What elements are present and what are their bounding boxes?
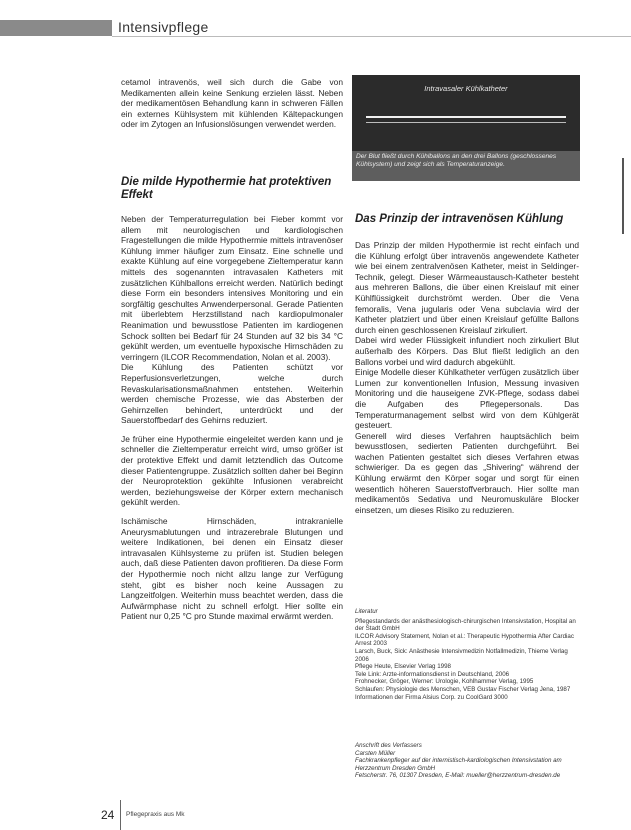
figure-caption: Der Blut fließt durch Kühlballons an den drei Ballons (geschlossenes Kühlsystem) und zeigt sich als Temperaturanzeige. [352,151,580,181]
footer-divider [120,800,121,830]
header-bar [0,20,112,36]
catheter-line [366,122,566,123]
author-address: Fetscherstr. 76, 01307 Dresden, E-Mail: mueller@herzzentrum-dresden.de [355,772,561,780]
reference-item: Pflegestandards der anästhesiologisch-chirurgischen Intensivstation, Hospital an der Stadt GmbH [355,617,576,633]
header-rule [112,36,631,37]
page-header [0,0,631,38]
reference-item: Frohnecker, Gröger, Werner: Urologie, Kohlhammer Verlag, 1995 [355,678,534,686]
paragraph: Das Prinzip der milden Hypothermie ist recht einfach und die Kühlung erfolgt über intravenös angewendete Katheter wie bei einem zentralvenösen Katheter, meist in Seldinger-Technik, gelegt. Dieser Wärmeaustausch-Katheter besteht aus mehreren Ballons, die über einen Kreislauf mit einer Kühlflüssigkeit durchströmt werden. Über die Vena femoralis, Vena jugularis oder Vena subclavia wird der Katheter platziert und über einen Kreislauf gefüllte Ballons durch einen geschlossenen Kreislauf zirkuliert. [355,240,579,335]
reference-item: Larsch, Buck, Sick: Anästhesie Intensivmedizin Notfallmedizin, Thieme Verlag 2006 [355,647,568,663]
paragraph: Neben der Temperaturregulation bei Fieber kommt vor allem mit neurologischen und kardiologischen Fragestellungen die milde Hypothermie mittels intravenöser Kühlung immer häufiger zum Einsatz. Eine schnelle und exakte Kühlung auf eine vorgegebene Zieltemperatur kann mittels des sogenannten intravasalen Katheters mit zusätzlichen Kühlballons erreicht werden. Natürlich bedingt diese Form ein besonders intensives Monitoring und ein sorgfältig geschultes Anwenderpersonal. Gerade Patienten mit überlebtem Herzstillstand nach kardiopulmonaler Reanimation und bewusstlose Patienten im kardiogenen Schock sollten bei Bedarf für 24 Stunden auf 32 bis 34 °C gekühlt werden, um eventuelle hypoxische Hirnschäden zu verringern (ILCOR Recommendation, Nolan et al. 2003). [121,214,343,362]
references [355,608,581,701]
author-role: Fachkrankenpfleger auf der internistisch-kardiologischen Intensivstation am Herzzentrum Dresden GmbH [355,757,562,772]
page-number: 24 [101,808,115,822]
reference-item: Pflege Heute, Elsevier Verlag 1998 [355,663,451,671]
paragraph: cetamol intravenös, weil sich durch die Gabe von Medikamenten allein keine Senkung erzielen lässt. Neben der medikamentösen Behandlung kann in schweren Fällen ein externes Kühlsystem mit kühlenden Kältepackungen oder im Zytogen an Infusionslösungen verwendet werden. [121,77,343,130]
paragraph: Generell wird dieses Verfahren hauptsächlich beim bewusstlosen, sedierten Patienten durchgeführt. Bei wachen Patienten gestaltet sich dieses Verfahren etwas schwieriger. Da es gegen das „Shivering“ während der Kühlung erwärmt den Körper sogar und sorgt für einen wesentlich höheren Sauerstoffverbrauch. Hier sollte man medikamentös Sedativa und Neuromuskuläre Blocker einsetzen, um dieses Risiko zu reduzieren. [355,430,579,515]
reference-item: Schlaufen: Physiologie des Menschen, VEB Gustav Fischer Verlag Jena, 1987 [355,685,571,693]
author-name: Carsten Müller [355,749,396,757]
paragraph: Dabei wird weder Flüssigkeit infundiert noch zirkuliert Blut außerhalb des Körpers. Das Blut fließt lediglich an den Ballons vorbei und wird dadurch abgekühlt. [355,335,579,367]
reference-item: Informationen der Firma Alsius Corp. zu CoolGard 3000 [355,693,508,701]
publication-name: Pflegepraxis aus Mk [126,811,185,818]
left-column [121,77,343,130]
catheter-line [366,116,566,118]
paragraph: Die Kühlung des Patienten schützt vor Reperfusionsverletzungen, welche durch Revaskularisationsmaßnahmen entstehen. Weiterhin werden chemische Prozesse, wie das Absterben der Gehirnzellen behindert, unterdrückt und der Sauerstoffbedarf des Gehirns reduziert. [121,362,343,426]
right-column [355,240,579,515]
author-heading: Anschrift des Verfassers [355,742,422,749]
catheter-figure [352,75,580,151]
paragraph: Ischämische Hirnschäden, intrakranielle Aneurysmablutungen und intrazerebrale Blutungen und weitere Indikationen, bei denen ein Einsatz dieser intravasalen Kühlsysteme zu prüfen ist. Studien belegen auch, daß diese Patienten davon profitieren. Da diese Form der Hypothermie noch nicht allzu lange zur Verfügung steht, gibt es bisher noch keine Aussagen zu Langzeitfolgen. Weiterhin muss beachtet werden, dass die Aufwärmphase nicht zu schnell erfolgt. Hier sollte ein Patient nur 0,25 °C pro Stunde maximal erwärmt werden. [121,516,343,622]
section-title: Intensivpflege [118,19,209,35]
figure-label: Intravasaler Kühlkatheter [424,84,508,93]
paragraph: Einige Modelle dieser Kühlkatheter verfügen zusätzlich über Lumen zur konventionellen Infusion, Messung invasiven Monitoring und die hauseigene ZVK-Pflege, sodass dabei die Aufgaben des Pflegepersonals. Das Temperaturmanagement selbst wird von dem Kühlgerät gesteuert. [355,367,579,431]
margin-mark [622,158,624,234]
reference-item: ILCOR Advisory Statement, Nolan et al.: Therapeutic Hypothermia After Cardiac Arrest 2003 [355,632,574,648]
subheading-principle: Das Prinzip der intravenösen Kühlung [355,213,564,225]
left-column-body [121,214,343,622]
author-info [355,742,581,780]
paragraph: Je früher eine Hypothermie eingeleitet werden kann und je schneller die Zieltemperatur erreicht wird, umso größer ist der protektive Effekt und damit letztendlich das Outcome dieser Patientengruppe. Zusätzlich sollten daher bei Beginn der Neuroprotektion gekühlte Infusionen verabreicht werden, beziehungsweise der Körper extern mechanisch gekühlt werden. [121,433,343,508]
subheading-protective-effect: Die milde Hypothermie hat protektiven Effekt [121,176,332,201]
reference-item: Tele Link: Arzte-informationsdienst in Deutschland, 2006 [355,670,510,678]
references-heading: Literatur [355,608,378,615]
